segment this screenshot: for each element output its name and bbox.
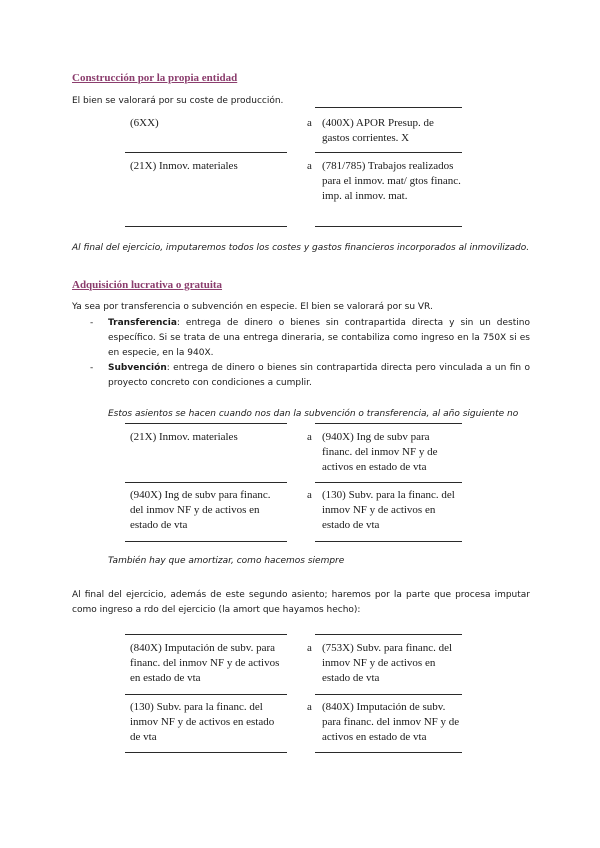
table-rule (315, 107, 462, 108)
bullet-item (108, 316, 530, 361)
a-separator: a (307, 701, 312, 713)
table-rule (125, 541, 287, 542)
bullet-term: Transferencia (108, 318, 177, 328)
paragraph-text: Al final del ejercicio, además de este segundo asiento; haremos por la parte que procesa imputar como ingreso a rdo del ejercicio (la amort que hayamos hecho): (72, 590, 530, 615)
credit-entry: (940X) Ing de subv para financ. del inmov NF y de activos en estado de vta (322, 431, 438, 473)
table-rule (315, 152, 462, 153)
note-text: Al final del ejercicio, imputaremos todos los costes y gastos financieros incorporados al inmovilizado. (72, 243, 530, 253)
table-rule (315, 694, 462, 695)
note-text: Estos asientos se hacen cuando nos dan la subvención o transferencia, al año siguiente no (108, 409, 519, 419)
table-rule (125, 634, 287, 635)
credit-entry: (130) Subv. para la financ. del inmov NF y de activos en estado de vta (322, 489, 455, 531)
table-rule (315, 634, 462, 635)
table-rule (315, 752, 462, 753)
note-text: También hay que amortizar, como hacemos siempre (108, 556, 345, 566)
credit-entry: (781/785) Trabajos realizados para el inmov. mat/ gtos financ. imp. al inmov. mat. (322, 160, 461, 202)
bullet-text: : entrega de dinero o bienes sin contrapartida directa y sin un destino específico. Si se trata de una entrega dineraria, se contabiliza como ingreso en la 750X si es en especie, en la 940X. (108, 318, 530, 358)
bullet-dash: - (90, 363, 94, 373)
debit-entry: (21X) Inmov. materiales (130, 160, 238, 172)
credit-entry: (840X) Imputación de subv. para financ. del inmov NF y de activos en estado de vta (322, 701, 460, 743)
credit-entry: (400X) APOR Presup. de gastos corrientes. X (322, 117, 434, 144)
a-separator: a (307, 431, 312, 443)
a-separator: a (307, 117, 312, 129)
a-separator: a (307, 642, 312, 654)
table-rule (125, 152, 287, 153)
intro-text: El bien se valorará por su coste de producción. (72, 96, 284, 106)
debit-entry: (840X) Imputación de subv. para financ. del inmov NF y de activos en estado de vta (130, 642, 280, 684)
credit-entry: (753X) Subv. para financ. del inmov NF y de activos en estado de vta (322, 642, 453, 684)
bullet-term: Subvención (108, 363, 167, 373)
a-separator: a (307, 160, 312, 172)
table-rule (125, 482, 287, 483)
intro-text: Ya sea por transferencia o subvención en especie. El bien se valorará por su VR. (72, 302, 433, 312)
bullet-text: : entrega de dinero o bienes sin contrapartida directa pero vinculada a un fin o proyecto concreto con condiciones a cumplir. (108, 363, 530, 388)
table-rule (315, 226, 462, 227)
table-rule (315, 482, 462, 483)
debit-entry: (21X) Inmov. materiales (130, 431, 238, 443)
a-separator: a (307, 489, 312, 501)
bullet-dash: - (90, 318, 94, 328)
table-rule (125, 226, 287, 227)
debit-entry: (940X) Ing de subv para financ. del inmov NF y de activos en estado de vta (130, 489, 271, 531)
section-heading: Adquisición lucrativa o gratuita (72, 279, 223, 291)
table-rule (315, 541, 462, 542)
debit-entry: (6XX) (130, 117, 159, 129)
debit-entry: (130) Subv. para la financ. del inmov NF y de activos en estado de vta (130, 701, 275, 743)
table-rule (125, 752, 287, 753)
table-rule (125, 423, 287, 424)
table-rule (125, 694, 287, 695)
table-rule (315, 423, 462, 424)
bullet-item (108, 361, 530, 391)
section-heading: Construcción por la propia entidad (72, 72, 238, 84)
